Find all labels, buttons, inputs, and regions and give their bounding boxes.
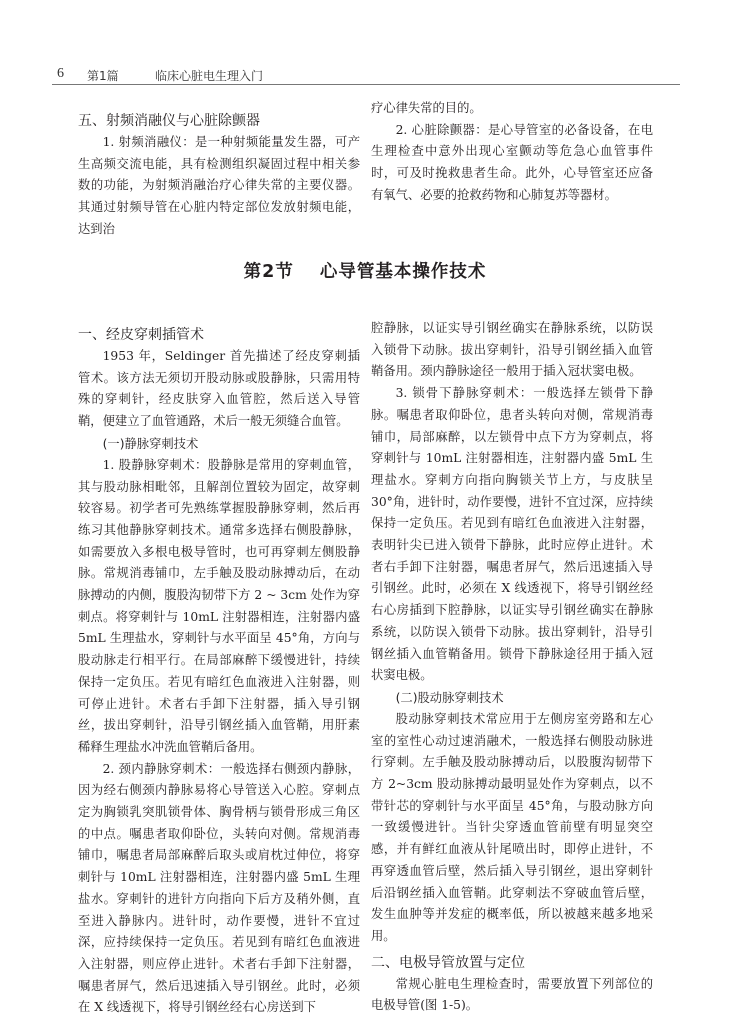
heading-puncture: 一、经皮穿刺插管术 [78,327,204,343]
subheading-arterial: (二)股动脉穿刺技术 [395,690,504,705]
paragraph-jugular-continued: 腔静脉，以证实导引钢丝确实在静脉系统，以防误入锁骨下动脉。拔出穿刺针，沿导引钢丝插入血管鞘备用。颈内静脉途径一般用于插入冠状窦电极。 [371,321,653,379]
right-column [371,318,653,1017]
paragraph-jugular-vein: 2. 颈内静脉穿刺术：一般选择右侧颈内静脉，因为经右侧颈内静脉易将心导管送入心腔。穿刺点定为胸锁乳突肌锁骨体、胸骨柄与锁骨形成三角区的中点。嘱患者取仰卧位，头转向对侧。常规消毒铺巾，嘱患者局部麻醉后取头或肩枕过伸位，将穿刺针与 10mL 注射器相连，注射器内盛 5mL 生理盐水。穿刺针的进针方向指向下后方及稍外侧，直至进入静脉内。进针时，动作要慢，进针不宜过深，应持续保持一定负压。若见到有暗红色血液进入注射器，则应停止进针。术者右手卸下注射器，嘱患者屏气，然后迅速插入导引钢丝。此时，必须在 X 线透视下，将导引钢丝经右心房送到下 [78,761,360,1015]
section-title [0,258,730,283]
part-label: 第1篇 [87,69,119,83]
paragraph-seldinger: 1953 年，Seldinger 首先描述了经皮穿刺插管术。该方法无须切开股动脉或股静脉，只需用特殊的穿刺针，经皮肤穿入血管腔，然后送入导管鞘，便建立了血管通路，术后一般无须缝合血管。 [78,349,360,429]
left-column [78,324,360,1019]
top-right-column [371,98,653,207]
paragraph-continued: 疗心律失常的目的。 [371,101,482,115]
paragraph-rf-ablation: 1. 射频消融仪：是一种射频能量发生器，可产生高频交流电能，具有检测组织凝固过程中相关参数的功能，为射频消融治疗心律失常的主要仪器。其通过射频导管在心脏内特定部位发放射频电能，达到治 [78,135,360,236]
section-text: 心导管基本操作技术 [319,262,487,282]
heading-electrode: 二、电极导管放置与定位 [371,954,525,971]
section-number: 第2节 [243,262,294,282]
page-number: 6 [57,66,64,81]
paragraph-electrode: 常规心脏电生理检查时，需要放置下列部位的电极导管(图 1-5)。 [371,976,653,1013]
book-title: 临床心脏电生理入门 [155,69,264,83]
paragraph-subclavian: 3. 锁骨下静脉穿刺术：一般选择左锁骨下静脉。嘱患者取仰卧位，患者头转向对侧，常规消毒铺巾，局部麻醉，以左锁骨中点下方为穿刺点，将穿刺针与 10mL 注射器相连，注射器内盛 5mL 生理盐水。穿刺方向指向胸锁关节上方，与皮肤呈 30°角，进针时，动作要慢，进针不宜过深，应持续保持一定负压。若见到有暗红色血液进入注射器，表明针尖已进入锁骨下静脉，此时应停止进针。术者右手卸下注射器，嘱患者屏气，然后迅速插入导引钢丝。此时，必须在 X 线透视下，将导引钢丝经右心房插到下腔静脉，以证实导引钢丝确实在静脉系统，以防误入锁骨下动脉。拔出穿刺针，沿导引钢丝插入血管鞘备用。锁骨下静脉途径用于插入冠状窦电极。 [371,386,653,683]
header-divider [52,84,680,85]
heading-rf-ablation: 五、射频消融仪与心脏除颤器 [78,113,260,129]
paragraph-femoral-vein: 1. 股静脉穿刺术：股静脉是常用的穿刺血管，其与股动脉相毗邻，且解剖位置较为固定，故穿刺较容易。初学者可先熟练掌握股静脉穿刺，然后再练习其他静脉穿刺技术。通常多选择右侧股静脉，如需要放入多根电极导管时，也可再穿刺左侧股静脉。常规消毒铺巾，左手触及股动脉搏动后，在动脉搏动的内侧，腹股沟韧带下方 2 ~ 3cm 处作为穿刺点。将穿刺针与 10mL 注射器相连，注射器内盛 5mL 生理盐水，穿刺针与水平面呈 45°角，方向与股动脉走行相平行。在局部麻醉下缓慢进针，持续保持一定负压。若见有暗红色血液进入注射器，则可停止进针。术者右手卸下注射器，插入导引钢丝，拔出穿刺针，沿导引钢丝插入血管鞘，用肝素稀释生理盐水冲洗血管鞘后备用。 [78,457,360,754]
paragraph-femoral-artery: 股动脉穿刺技术常应用于左侧房室旁路和左心室的室性心动过速消融术，一般选择右侧股动脉进行穿刺。左手触及股动脉搏动后，以股腹沟韧带下方 2~3cm 股动脉搏动最明显处作为穿刺点，以不带针芯的穿刺针与水平面呈 45°角，与股动脉方向一致缓慢进针。当针尖穿透血管前壁有明显突空感，并有鲜红血液从针尾喷出时，即停止进针，不再穿透血管后壁，然后插入导引钢丝，退出穿刺针后沿钢丝插入血管鞘。此穿刺法不穿破血管后壁，发生血肿等并发症的概率低，所以被越来越多地采用。 [371,711,653,943]
paragraph-defibrillator: 2. 心脏除颤器：是心导管室的必备设备，在电生理检查中意外出现心室颤动等危急心血管事件时，可及时挽救患者生命。此外，心导管室还应备有氧气、必要的抢救药物和心肺复苏等器材。 [371,122,653,202]
running-header [57,66,680,84]
top-left-column [78,110,360,241]
subheading-venous: (一)静脉穿刺技术 [102,436,199,451]
